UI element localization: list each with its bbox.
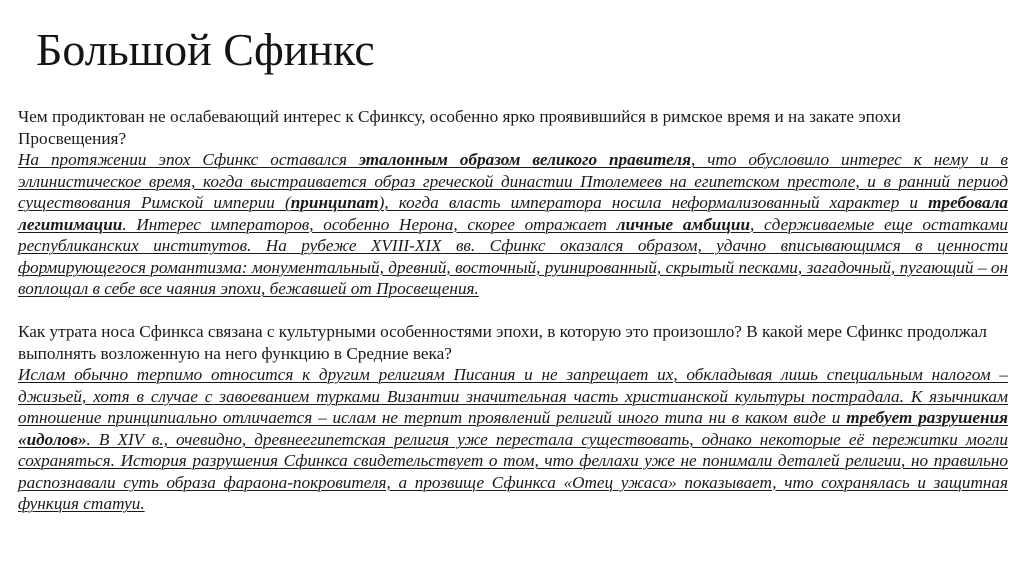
question-1: Чем продиктован не ослабевающий интерес к Сфинксу, особенно ярко проявившийся в римское время и на закате эпохи Просвещения? (18, 107, 901, 148)
answer-1-emphasis: принципат (290, 193, 379, 212)
answer-1-text: , что обусловило интерес к нему и в эллинистическое время, когда выстраивается образ греческой династии Птолемеев на египетском престоле, и в ранний период существования Римской империи ( (18, 150, 1008, 212)
answer-2-text: . В XIV в., очевидно, древнеегипетская религия уже перестала существовать, однако некоторые её пережитки могли сохраняться. История разрушения Сфинкса свидетельствует о том, что феллахи уже не понимали деталей религии, но правильно распознавали суть образа фараона-покровителя, а прозвище Сфинкса «Отец ужаса» показывает, что сохранялась и защитная функция статуи. (18, 429, 1008, 513)
answer-2-emphasis: требует разрушения «идолов» (18, 408, 1008, 449)
answer-2-text: Ислам обычно терпимо относится к другим религиям Писания и не запрещает их, обкладывая лишь специальным налогом – джизьей, хотя в случае с завоеванием турками Византии значительная часть христианской культуры пострадала. К язычникам отношение принципиально отличается – ислам не терпит проявлений религий иного типа ни в каком виде и (18, 365, 1008, 427)
answer-1-emphasis: эталонным образом великого правителя (358, 150, 691, 169)
answer-1-text: ), когда власть императора носила неформализованный характер и (378, 193, 929, 212)
question-2: Как утрата носа Сфинкса связана с культурными особенностями эпохи, в которую это произошло? В какой мере Сфинкс продолжал выполнять возложенную на него функцию в Средние века? (18, 322, 987, 363)
answer-1 (18, 149, 1008, 300)
paragraph-gap (18, 300, 1008, 322)
slide-title: Большой Сфинкс (36, 24, 375, 75)
slide-content (18, 106, 1008, 515)
answer-1-emphasis: требовала легитимации (18, 193, 1008, 234)
answer-1-text: . Интерес императоров, особенно Нерона, скорее отражает (122, 214, 617, 234)
answer-2 (18, 364, 1008, 515)
answer-1-text: На протяжении эпох Сфинкс оставался (18, 150, 359, 169)
answer-1-emphasis: личные амбиции (616, 214, 751, 234)
answer-1-text: , сдерживаемые еще остатками республиканских институтов. На рубеже XVIII-XIX вв. Сфинкс оказался образом, удачно вписывающимся в ценности формирующегося романтизма: монументальный, древний, восточный, руинированный, скрытый песками, загадочный, пугающий – он воплощал в себе все чаяния эпохи, бежавшей от Просвещения. (18, 214, 1009, 298)
